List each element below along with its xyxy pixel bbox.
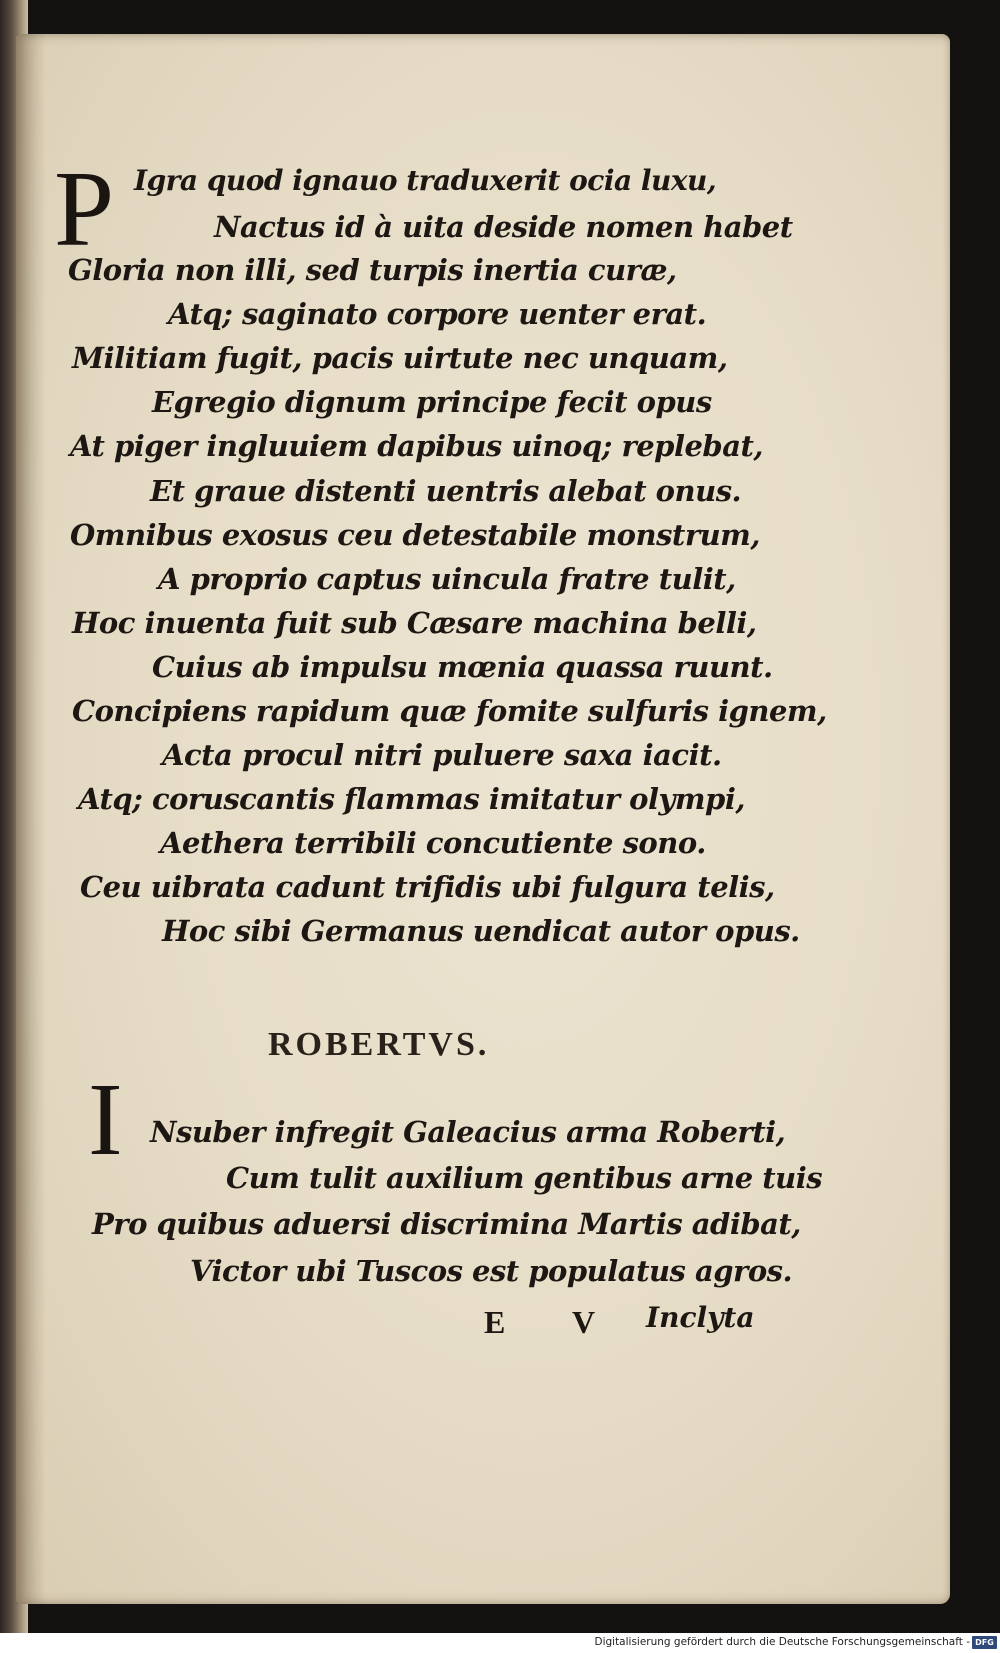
decorated-initial-p: P <box>54 150 115 269</box>
verse-line: Ceu uibrata cadunt trifidis ubi fulgura telis, <box>80 870 775 904</box>
verse-line: Egregio dignum principe fecit opus <box>152 385 712 419</box>
verse-line: Hoc inuenta fuit sub Cæsare machina belli, <box>72 606 757 640</box>
verse-line: Victor ubi Tuscos est populatus agros. <box>190 1254 793 1288</box>
verse-line: Hoc sibi Germanus uendicat autor opus. <box>162 914 800 948</box>
dfg-logo: DFG <box>972 1636 997 1649</box>
catchword: Inclyta <box>646 1301 755 1334</box>
verse-line: Militiam fugit, pacis uirtute nec unquam, <box>72 341 728 375</box>
verse-line: Aethera terribili concutiente sono. <box>160 826 706 860</box>
verse-line: Nsuber infregit Galeacius arma Roberti, <box>150 1115 786 1149</box>
signature-mark: E <box>484 1304 506 1340</box>
verse-line: Igra quod ignauo traduxerit ocia luxu, <box>134 164 717 197</box>
verse-line: Atq; saginato corpore uenter erat. <box>168 297 707 331</box>
footer-credit: Digitalisierung gefördert durch die Deutsche Forschungsgemeinschaft - <box>594 1636 970 1648</box>
verse-line: Cuius ab impulsu mœnia quassa ruunt. <box>152 650 773 684</box>
verse-line: At piger ingluuiem dapibus uinoq; replebat, <box>70 429 763 463</box>
verse-line: Pro quibus aduersi discrimina Martis adibat, <box>92 1207 801 1241</box>
verse-line: Gloria non illi, sed turpis inertia curæ, <box>68 253 677 287</box>
verse-line: Acta procul nitri puluere saxa iacit. <box>162 738 722 772</box>
verse-line: Et graue distenti uentris alebat onus. <box>150 474 742 508</box>
verse-line: Omnibus exosus ceu detestabile monstrum, <box>70 518 760 552</box>
decorated-initial-i: I <box>88 1062 123 1177</box>
verse-line: Nactus id à uita deside nomen habet <box>214 210 793 244</box>
verse-line: Concipiens rapidum quæ fomite sulfuris ignem, <box>72 694 827 728</box>
signature-mark: V <box>572 1304 596 1340</box>
verse-line: Atq; coruscantis flammas imitatur olympi, <box>78 782 745 816</box>
verse-line: Cum tulit auxilium gentibus arne tuis <box>226 1161 823 1195</box>
page-gutter-shadow <box>16 34 46 1604</box>
section-heading: ROBERTVS. <box>268 1026 490 1063</box>
verse-line: A proprio captus uincula fratre tulit, <box>158 562 736 596</box>
